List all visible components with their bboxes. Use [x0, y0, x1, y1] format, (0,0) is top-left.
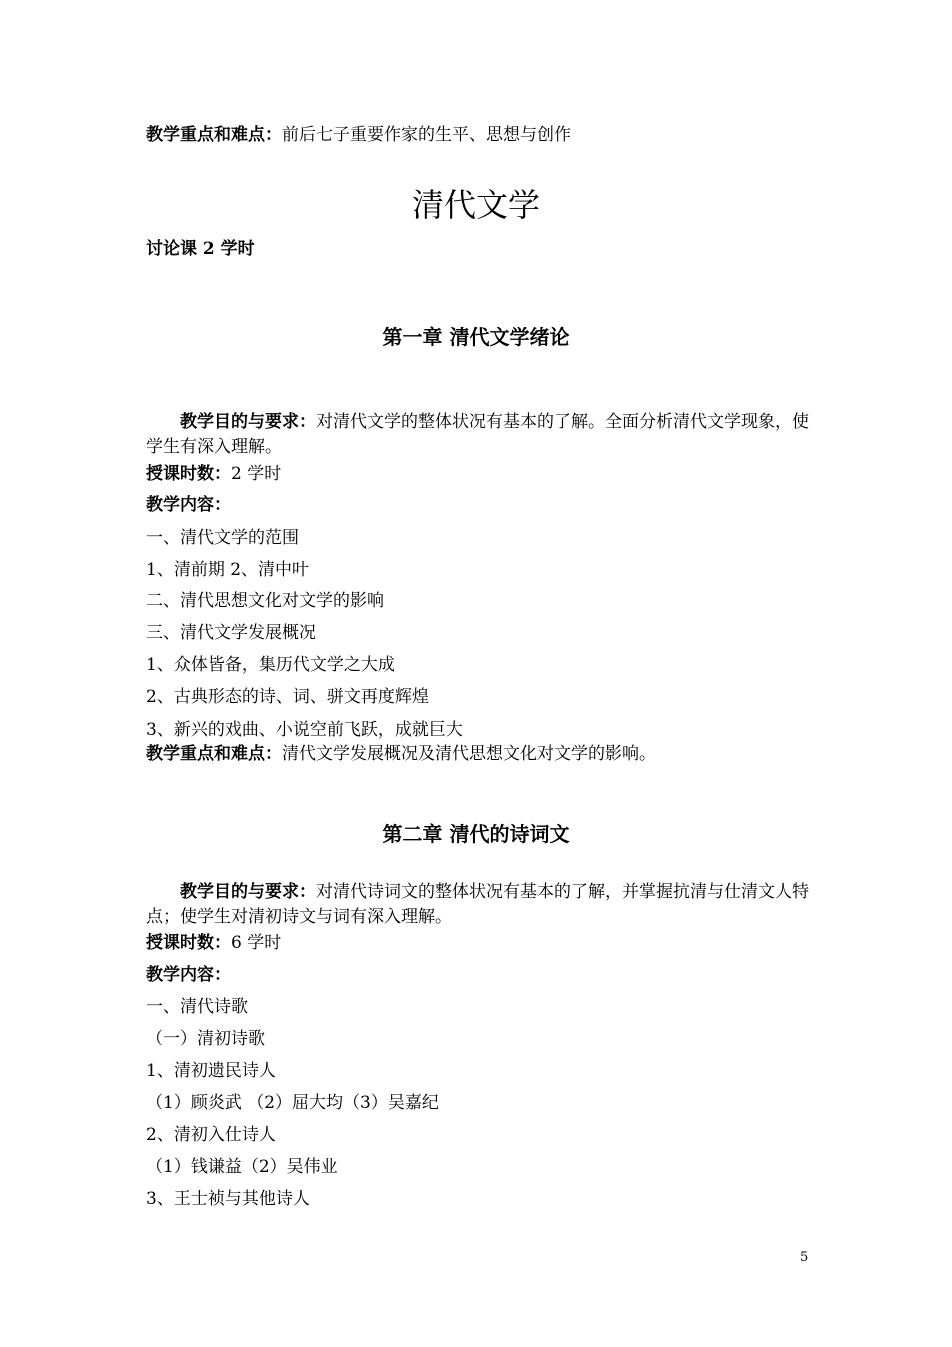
chapter2-item: 1、清初遗民诗人: [146, 1061, 276, 1081]
discussion-hours: 讨论课 2 学时: [146, 239, 255, 259]
chapter1-item: 三、清代文学发展概况: [146, 623, 316, 643]
chapter1-hours-text: 2 学时: [231, 464, 282, 484]
chapter1-item: 一、清代文学的范围: [146, 528, 299, 548]
chapter1-hours: [146, 463, 281, 485]
chapter2-item: （1）钱谦益（2）吴伟业: [146, 1157, 338, 1177]
chapter2-hours-text: 6 学时: [231, 933, 282, 953]
section-title: 清代文学: [411, 186, 540, 224]
chapter1-key-points: [146, 743, 656, 765]
chapter1-hours-label: 授课时数：: [146, 464, 231, 484]
chapter1-key-text: 清代文学发展概况及清代思想文化对文学的影响。: [282, 744, 656, 764]
page-number: 5: [800, 1250, 809, 1265]
chapter2-goal-text: 对清代诗词文的整体状况有基本的了解，并掌握抗清与仕清文人特点；使学生对清初诗文与词有深入理解。: [146, 882, 809, 927]
top-key-points: [146, 124, 571, 146]
chapter2-item: 3、王士祯与其他诗人: [146, 1189, 310, 1209]
chapter1-item: 1、众体皆备，集历代文学之大成: [146, 655, 395, 675]
chapter1-item: 2、古典形态的诗、词、骈文再度辉煌: [146, 687, 429, 707]
chapter1-item: 二、清代思想文化对文学的影响: [146, 591, 384, 611]
chapter2-goal: [146, 880, 814, 930]
chapter2-goal-label: 教学目的与要求：: [180, 882, 316, 902]
chapter1-goal-label: 教学目的与要求：: [180, 412, 316, 432]
chapter2-hours-label: 授课时数：: [146, 933, 231, 953]
top-key-points-label: 教学重点和难点：: [146, 125, 282, 145]
chapter1-item: 3、新兴的戏曲、小说空前飞跃，成就巨大: [146, 720, 463, 740]
chapter1-goal-text: 对清代文学的整体状况有基本的了解。全面分析清代文学现象，使学生有深入理解。: [146, 412, 809, 457]
chapter2-hours: [146, 932, 281, 954]
chapter2-content-label: 教学内容：: [146, 965, 231, 985]
chapter2-item: 一、清代诗歌: [146, 997, 248, 1017]
chapter2-title: 第二章 清代的诗词文: [382, 822, 570, 846]
chapter1-content-label: 教学内容：: [146, 495, 231, 515]
top-key-points-text: 前后七子重要作家的生平、思想与创作: [282, 125, 571, 145]
chapter1-goal: [146, 410, 814, 460]
chapter2-item: 2、清初入仕诗人: [146, 1125, 276, 1145]
chapter1-title: 第一章 清代文学绪论: [382, 325, 570, 349]
chapter1-key-label: 教学重点和难点：: [146, 744, 282, 764]
chapter2-item: （1）顾炎武 （2）屈大均（3）吴嘉纪: [146, 1093, 439, 1113]
chapter2-item: （一）清初诗歌: [146, 1029, 265, 1049]
chapter1-item: 1、清前期 2、清中叶: [146, 560, 310, 580]
